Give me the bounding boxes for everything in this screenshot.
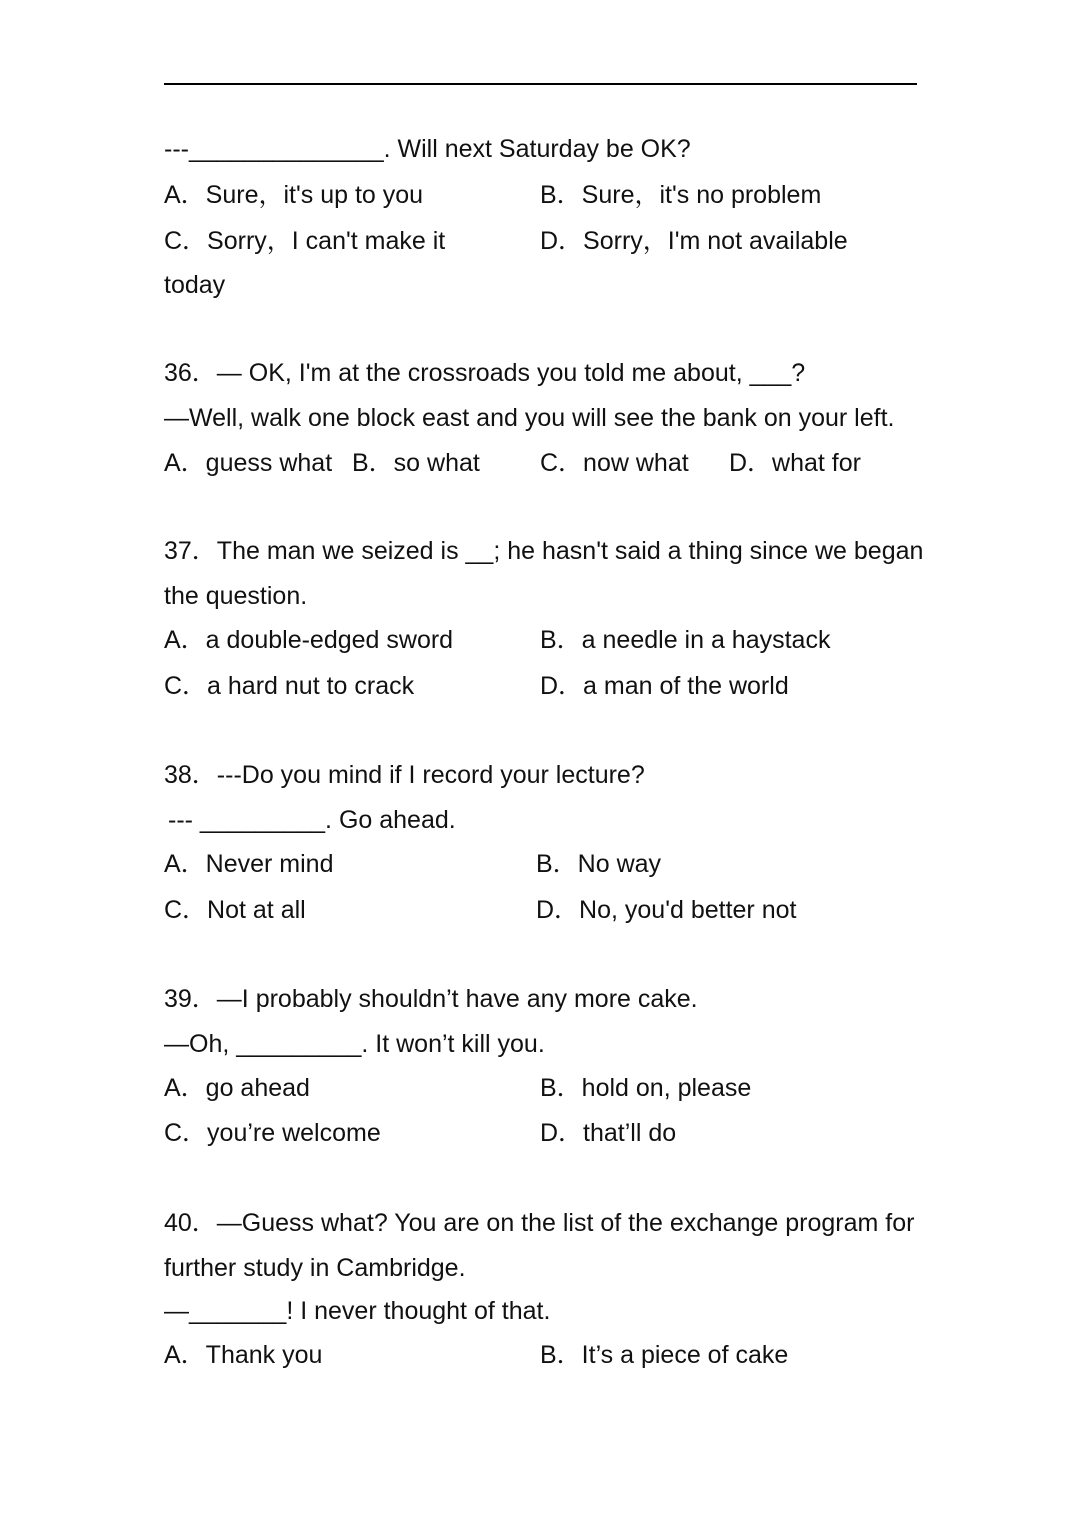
q40-option-a: A．Thank you	[164, 1341, 323, 1369]
q35-prompt: ---______________. Will next Saturday be OK?	[164, 135, 691, 163]
q39-option-c: C．you’re welcome	[164, 1119, 381, 1147]
q40-option-b: B．It’s a piece of cake	[540, 1341, 789, 1369]
q37-option-b: B．a needle in a haystack	[540, 626, 831, 654]
q38-option-c: C．Not at all	[164, 896, 306, 924]
q39-stem: 39．—I probably shouldn’t have any more cake.	[164, 985, 698, 1013]
q35-option-a: A．Sure，it's up to you	[164, 181, 424, 209]
q37-option-d: D．a man of the world	[540, 672, 789, 700]
q35-option-c: C．Sorry，I can't make it	[164, 227, 446, 255]
q37-option-a: A．a double-edged sword	[164, 626, 454, 654]
q39-reply: —Oh, _________. It won’t kill you.	[164, 1030, 545, 1058]
q36-reply: —Well, walk one block east and you will see the bank on your left.	[164, 404, 895, 432]
q36-stem: 36．— OK, I'm at the crossroads you told me about, ___?	[164, 359, 806, 387]
q38-reply: --- _________. Go ahead.	[168, 806, 456, 834]
q38-stem: 38．---Do you mind if I record your lecture?	[164, 761, 645, 789]
q36-option-a: A．guess what	[164, 449, 333, 477]
q40-stem-continued: further study in Cambridge.	[164, 1254, 466, 1282]
q35-option-d: D．Sorry，I'm not available	[540, 227, 848, 255]
q37-stem: 37．The man we seized is __; he hasn't said a thing since we began	[164, 537, 924, 565]
q36-option-b: B．so what	[352, 449, 480, 477]
q38-option-b: B．No way	[536, 850, 662, 878]
q37-option-c: C．a hard nut to crack	[164, 672, 415, 700]
q35-option-c-continued: today	[164, 271, 226, 299]
q36-option-d: D．what for	[729, 449, 861, 477]
q39-option-d: D．that’ll do	[540, 1119, 677, 1147]
q40-stem: 40．—Guess what? You are on the list of the exchange program for	[164, 1209, 915, 1237]
q35-option-b: B．Sure，it's no problem	[540, 181, 822, 209]
q38-option-d: D．No, you'd better not	[536, 896, 797, 924]
q40-reply: —_______! I never thought of that.	[164, 1297, 551, 1325]
q38-option-a: A．Never mind	[164, 850, 334, 878]
q37-stem-continued: the question.	[164, 582, 308, 610]
q39-option-b: B．hold on, please	[540, 1074, 752, 1102]
header-rule	[164, 83, 917, 85]
q39-option-a: A．go ahead	[164, 1074, 310, 1102]
q36-option-c: C．now what	[540, 449, 689, 477]
